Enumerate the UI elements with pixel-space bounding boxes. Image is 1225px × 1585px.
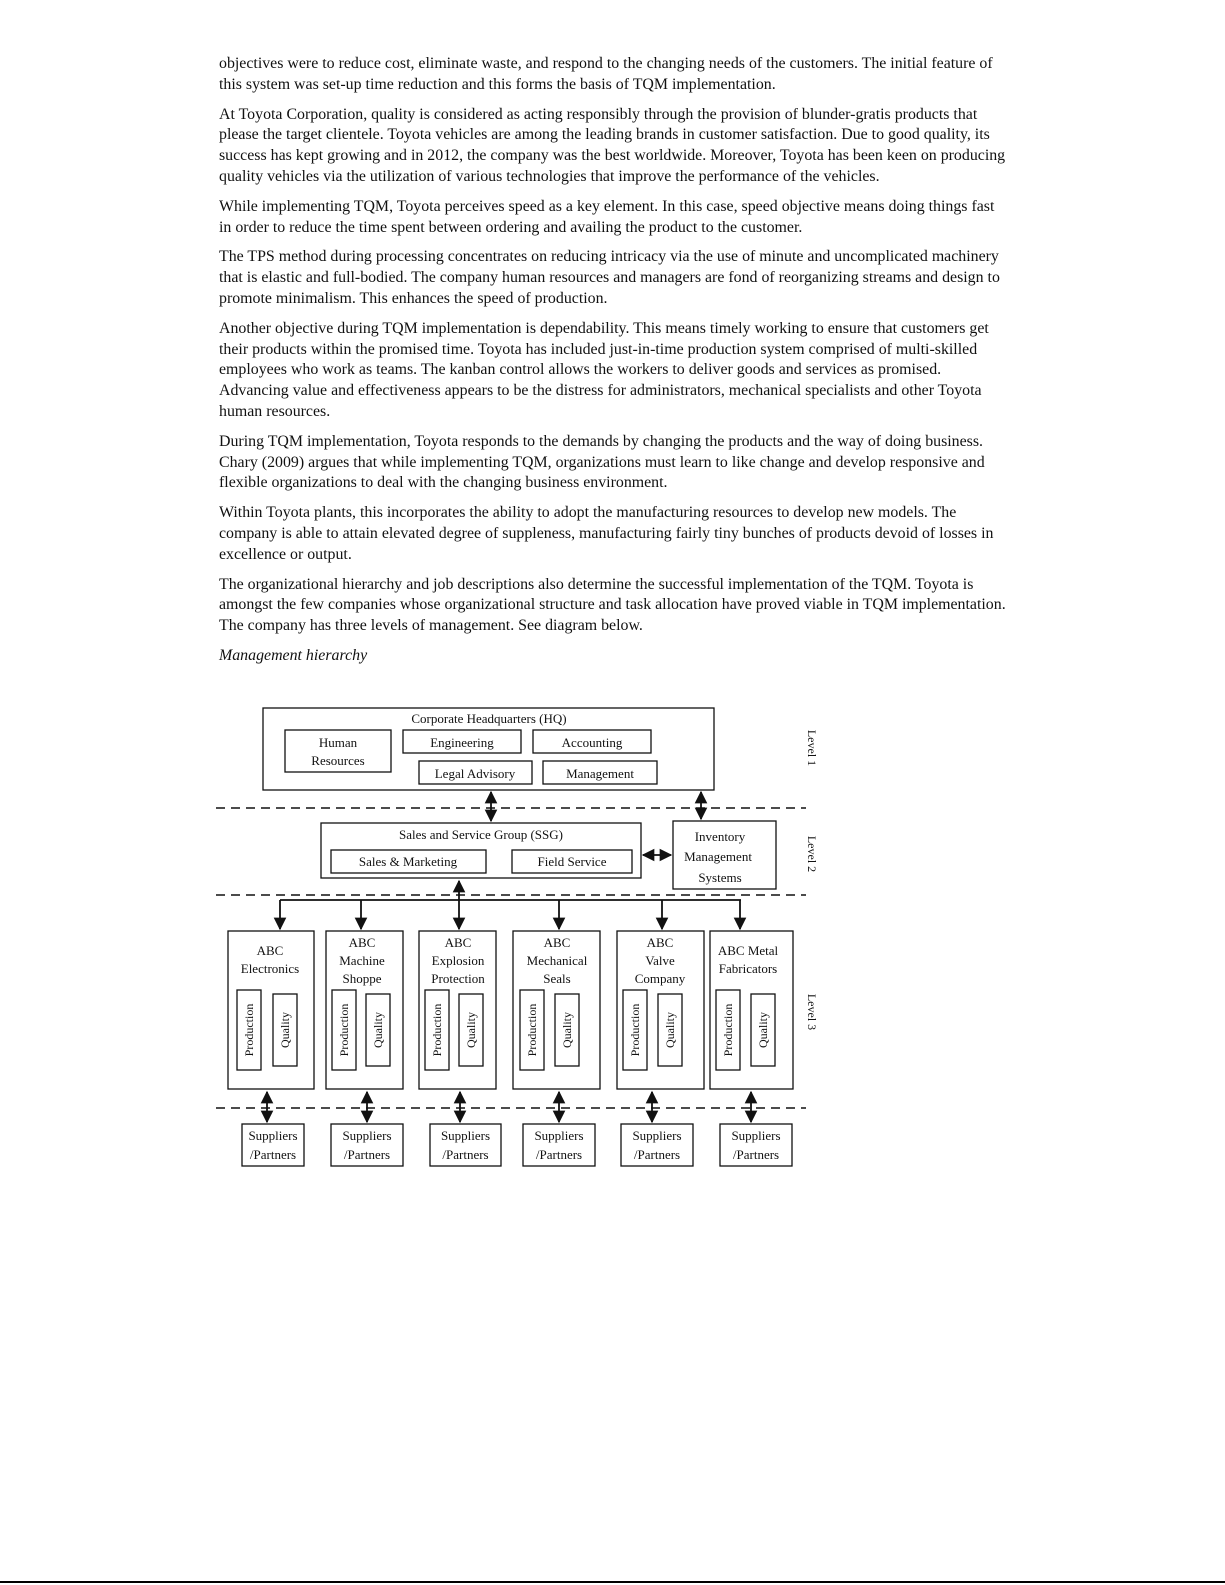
quality-label-5: Quality (663, 1012, 677, 1048)
inventory-label-1: Inventory (694, 829, 746, 844)
paragraph-6: During TQM implementation, Toyota responds to the demands by changing the products and the way of doing business. Chary (2009) argues that while implementing TQM, organizations must learn to like change and develop responsive and flexible organizations to deal with the changing business environment. (219, 432, 985, 492)
ssg-title: Sales and Service Group (SSG) (399, 827, 563, 842)
supplier-label-1-4: Suppliers (534, 1128, 584, 1143)
level-3-label: Level 3 (805, 993, 819, 1031)
supplier-label-2-4: /Partners (535, 1147, 583, 1162)
quality-label-4: Quality (560, 1012, 574, 1048)
supplier-label-2-5: /Partners (633, 1147, 681, 1162)
hr-label-2: Resources (311, 753, 365, 768)
unit-name-line1-3: ABC (444, 935, 472, 950)
unit-name-line1-5: ABC (646, 935, 674, 950)
paragraph-1: objectives were to reduce cost, eliminate waste, and respond to the changing needs of the customers. The initial feature of this system was set-up time reduction and this forms the basis of TQM implementation. (219, 55, 993, 93)
hr-label-1: Human (318, 735, 358, 750)
quality-label-6: Quality (756, 1012, 770, 1048)
unit-name-line3-5: Company (634, 971, 686, 986)
paragraph-5: Another objective during TQM implementation is dependability. This means timely working to ensure that customers get their products within the promised time. Toyota has included just-in-time production system comprised of multi-skilled employees who work as teams. The kanban control allows the workers to deliver goods and services as promised. Advancing value and effectiveness appears to be the distress for administrators, mechanical specialists and other Toyota human resources. (219, 319, 989, 420)
supplier-label-1-6: Suppliers (731, 1128, 781, 1143)
engineering-label: Engineering (430, 735, 494, 750)
supplier-label-1-3: Suppliers (440, 1128, 491, 1143)
paragraph-7: Within Toyota plants, this incorporates the ability to adopt the manufacturing resources to develop new models. The company is able to attain elevated degree of suppleness, manufacturing fairly tiny bunches of products devoid of losses in excellence or output. (219, 504, 994, 563)
accounting-label: Accounting (561, 735, 623, 750)
unit-name-line2-1: Electronics (240, 961, 300, 976)
paragraph-8: The organizational hierarchy and job descriptions also determine the successful implementation of the TQM. Toyota is amongst the few companies whose organizational structure and task allocation have proved viable in TQM implementation. The company has three levels of management. See diagram below. (219, 575, 1006, 635)
quality-label-2: Quality (371, 1012, 385, 1048)
supplier-label-2-6: /Partners (732, 1147, 780, 1162)
quality-label-1: Quality (278, 1012, 292, 1048)
unit-name-line3-4: Seals (543, 971, 571, 986)
inventory-label-3: Systems (698, 870, 742, 885)
legal-label: Legal Advisory (434, 766, 516, 781)
unit-name-line1-1: ABC (256, 943, 284, 958)
unit-name-line3-3: Protection (431, 971, 485, 986)
paragraph-3: While implementing TQM, Toyota perceives speed as a key element. In this case, speed objective means doing things fast in order to reduce the time spent between ordering and availing the product to the customer. (219, 197, 995, 236)
production-label-2: Production (337, 1003, 351, 1057)
production-label-1: Production (242, 1003, 256, 1057)
level-1-group (263, 708, 819, 790)
supplier-label-2-2: /Partners (343, 1147, 391, 1162)
inventory-label-2: Management (684, 849, 752, 864)
page-bottom-rule (0, 1581, 1225, 1583)
page-text (219, 54, 1009, 676)
unit-name-line2-4: Mechanical (526, 953, 588, 968)
paragraph-2: At Toyota Corporation, quality is considered as acting responsibly through the provision of blunder-gratis products that please the target clientele. Toyota vehicles are among the leading brands in customer satisfaction. Due to good quality, its success has kept growing and in 2012, the company was the best worldwide. Moreover, Toyota has been keen on producing quality vehicles via the utilization of various technologies that improve the performance of the vehicles. (219, 105, 1006, 185)
sales-label: Sales & Marketing (358, 854, 458, 869)
unit-name-line2-3: Explosion (431, 953, 485, 968)
management-label: Management (566, 766, 634, 781)
management-hierarchy-diagram (210, 700, 830, 1190)
production-label-5: Production (628, 1003, 642, 1057)
production-label-4: Production (525, 1003, 539, 1057)
unit-name-line1-4: ABC (543, 935, 571, 950)
paragraph-4: The TPS method during processing concentrates on reducing intricacy via the use of minute and uncomplicated machinery that is elastic and full-bodied. The company human resources and managers are fond of reorganizing streams and design to promote minimalism. This enhances the speed of production. (219, 248, 1000, 307)
supplier-label-1-1: Suppliers (248, 1128, 298, 1143)
level-2-group (321, 821, 819, 889)
supplier-label-1-2: Suppliers (342, 1128, 392, 1143)
figure-caption: Management hierarchy (219, 646, 368, 664)
level-3-group (228, 900, 793, 1166)
unit-name-line3-2: Shoppe (342, 971, 382, 986)
production-label-3: Production (430, 1003, 444, 1057)
unit-name-line2-2: Machine (339, 953, 385, 968)
level-1-label: Level 1 (805, 729, 819, 767)
unit-name-line2-6: Fabricators (718, 961, 778, 976)
production-label-6: Production (721, 1003, 735, 1057)
quality-label-3: Quality (464, 1012, 478, 1048)
unit-name-line1-6: ABC Metal (717, 943, 779, 958)
unit-name-line2-5: Valve (645, 953, 675, 968)
supplier-label-2-3: /Partners (442, 1147, 489, 1162)
supplier-label-1-5: Suppliers (632, 1128, 682, 1143)
level-2-label: Level 2 (805, 835, 819, 873)
supplier-label-2-1: /Partners (249, 1147, 297, 1162)
unit-name-line1-2: ABC (348, 935, 376, 950)
hq-title: Corporate Headquarters (HQ) (411, 711, 567, 726)
field-service-label: Field Service (537, 854, 607, 869)
